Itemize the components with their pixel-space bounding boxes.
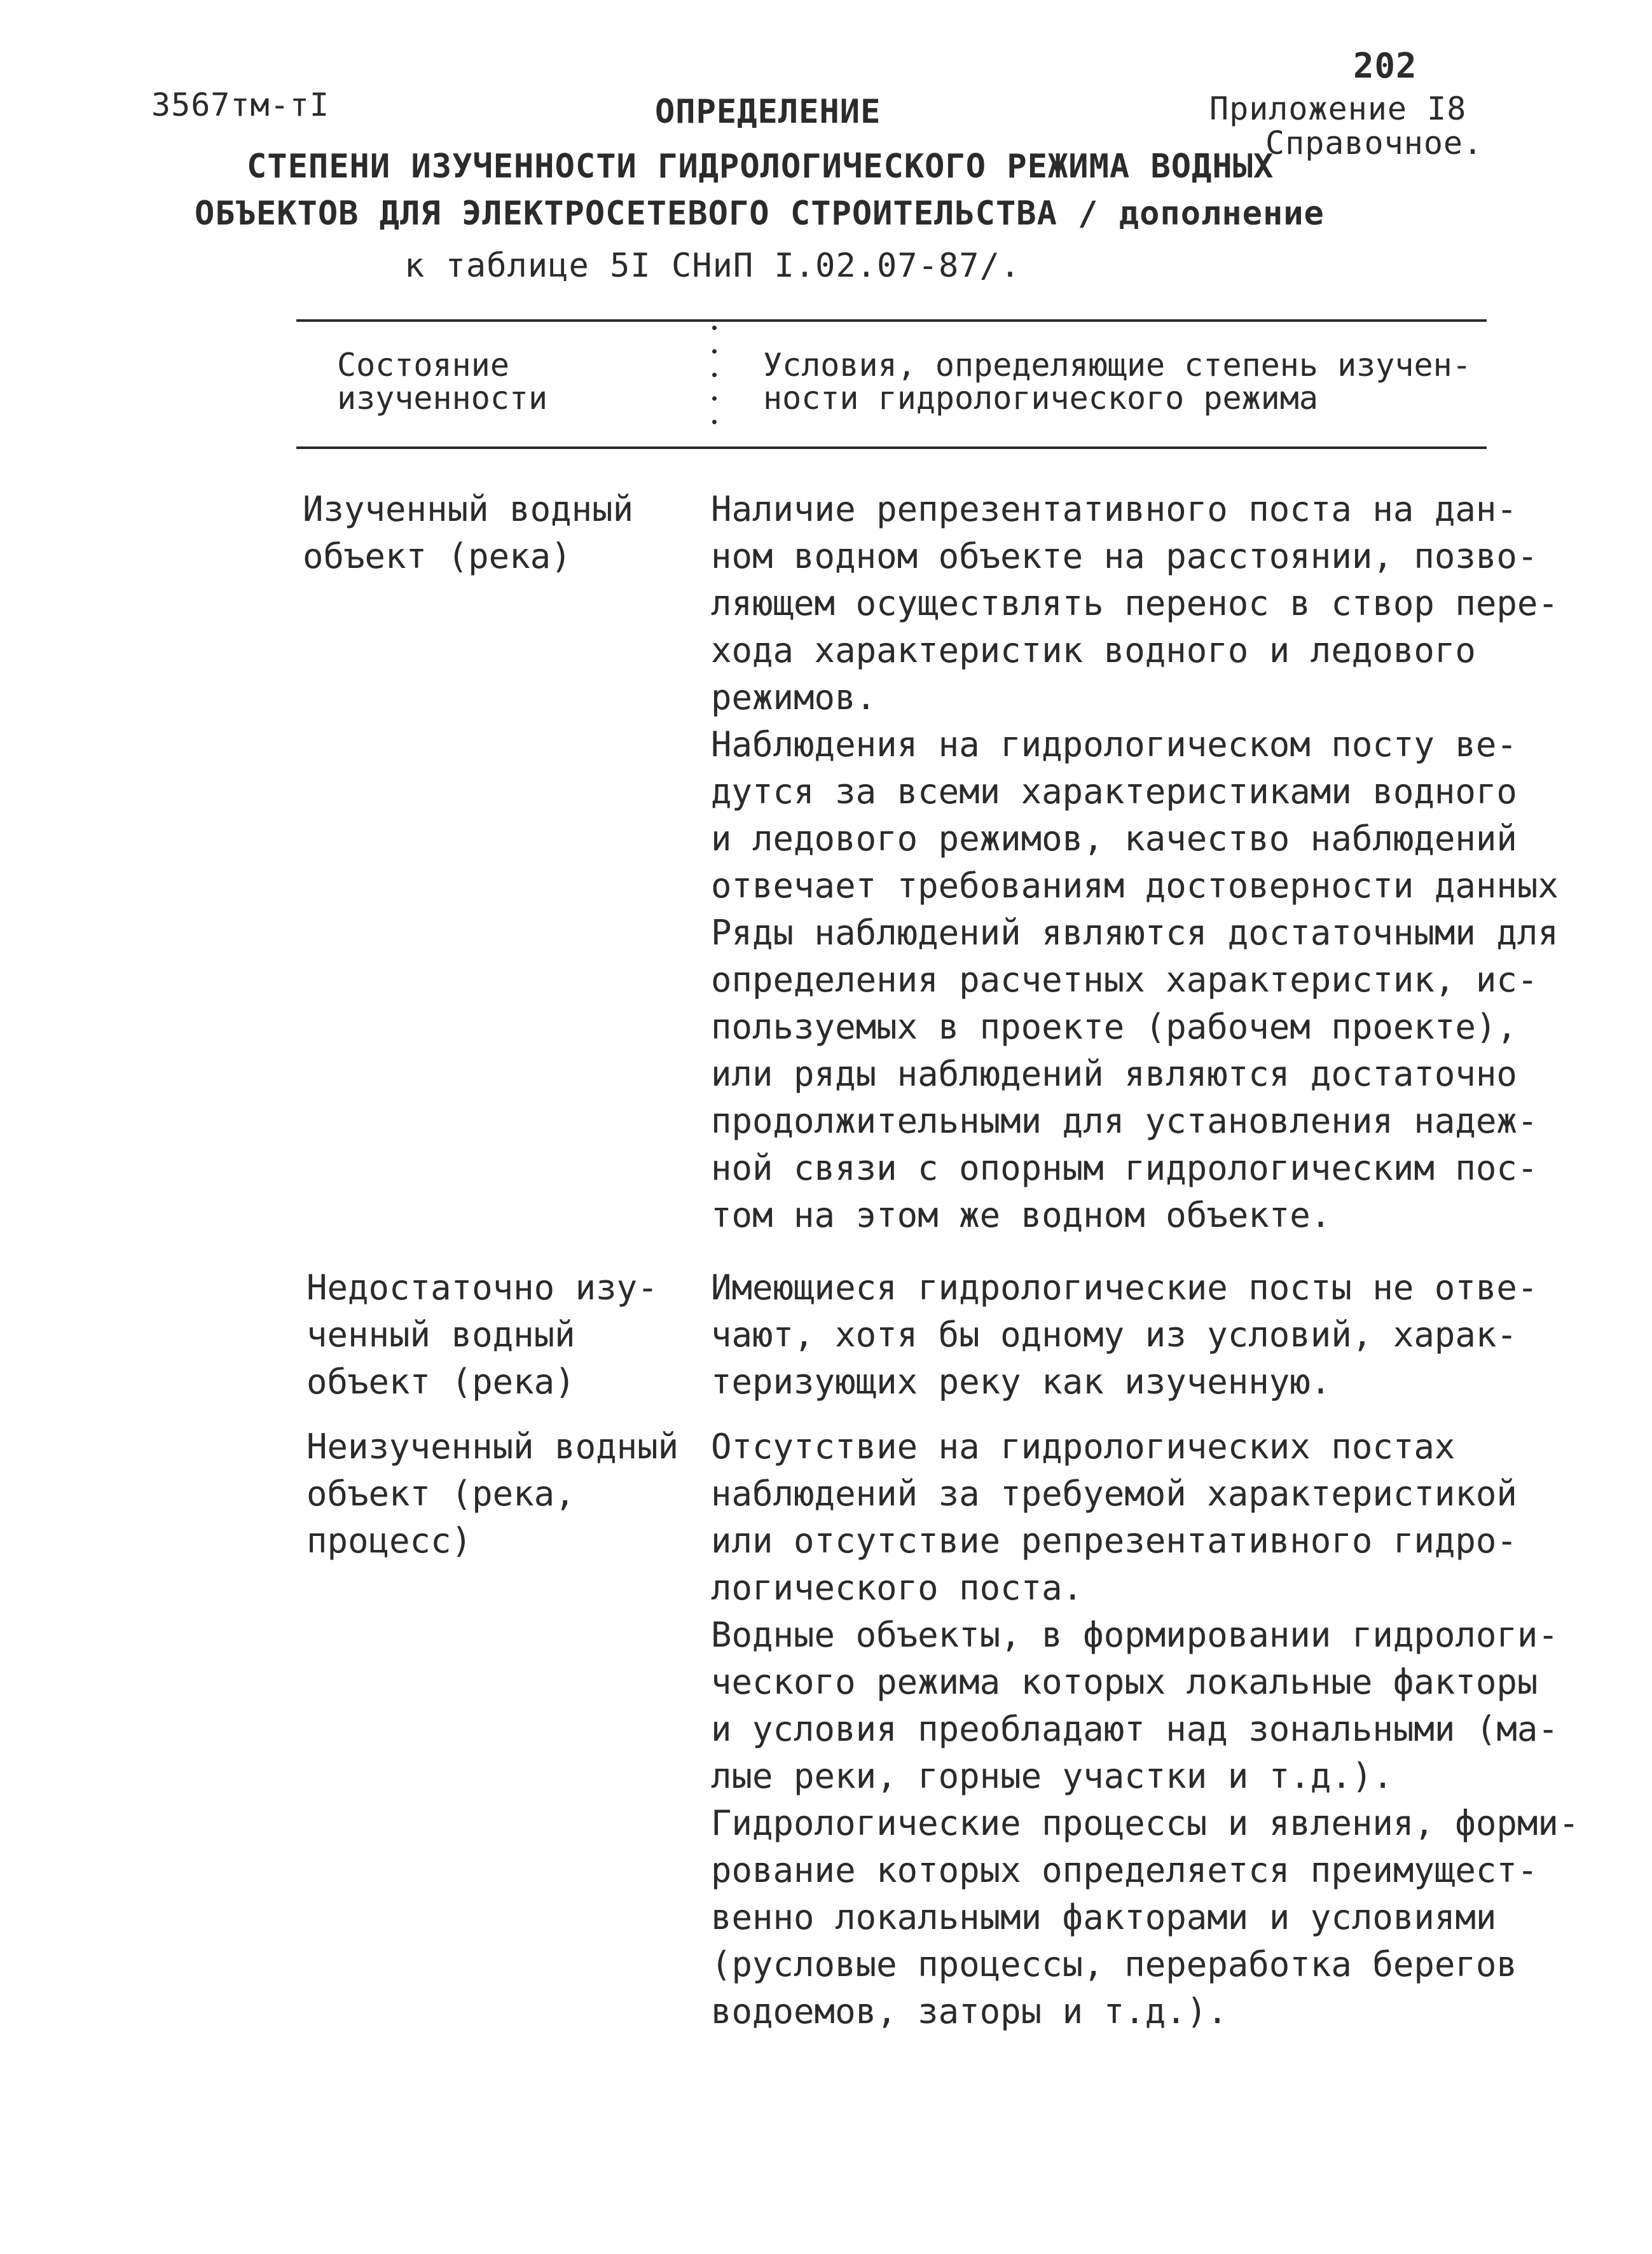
row-3-condition-line: наблюдений за требуемой характеристикой [711,1474,1517,1514]
row-1-condition-line: ной связи с опорным гидрологическим пос- [711,1148,1538,1188]
row-1-condition-line: режимов. [711,677,877,717]
header-state-line-1: Состояние [337,347,509,384]
row-3-condition-line: или отсутствие репрезентативного гидро- [711,1521,1517,1561]
row-1-condition-line: или ряды наблюдений являются достаточно [711,1054,1517,1094]
row-3-state-line: объект (река, [306,1474,575,1514]
row-3-condition-line: (русловые процессы, переработка берегов [711,1944,1517,1984]
row-1-condition-line: и ледового режимов, качество наблюдений [711,819,1517,859]
title-line-3: ОБЪЕКТОВ ДЛЯ ЭЛЕКТРОСЕТЕВОГО СТРОИТЕЛЬСТВА / дополнение [195,195,1325,233]
appendix-label: Приложение I8 [1209,90,1467,127]
row-1-state-line: объект (река) [303,536,572,576]
row-3-state-line: Неизученный водный [306,1427,679,1467]
row-3-condition-line: венно локальными факторами и условиями [711,1897,1497,1937]
row-3-state-line: процесс) [306,1521,472,1561]
row-2-state-line: Недостаточно изу- [306,1268,658,1308]
row-1-condition-line: хода характеристик водного и ледового [711,630,1476,670]
title-line-4: к таблице 5I СНиП I.02.07-87/. [404,247,1021,285]
table-header-bottom-rule [296,446,1487,449]
document-code: 3567тм-тI [151,86,329,123]
title-line-2: СТЕПЕНИ ИЗУЧЕННОСТИ ГИДРОЛОГИЧЕСКОГО РЕЖИМА ВОДНЫХ [247,148,1274,186]
row-3-state [306,1423,678,1565]
page-number: 202 [1353,46,1417,86]
row-2-condition-line: Имеющиеся гидрологические посты не отве- [711,1268,1538,1308]
row-3-condition-line: водоемов, заторы и т.д.). [711,1991,1228,2031]
row-1-condition-line: определения расчетных характеристик, ис- [711,960,1538,1000]
row-3-condition-line: ческого режима которых локальные факторы [711,1662,1538,1702]
table-top-rule [296,319,1487,322]
header-conditions-line-1: Условия, определяющие степень изучен- [763,347,1471,384]
row-1-condition-line: Наблюдения на гидрологическом посту ве- [711,724,1517,764]
row-3-condition-line: логического поста. [711,1568,1084,1608]
row-3-condition-line: Отсутствие на гидрологических постах [711,1427,1456,1467]
row-2-conditions [711,1264,1538,1406]
row-1-state [303,486,633,580]
row-1-condition-line: том на этом же водном объекте. [711,1195,1332,1235]
row-1-condition-line: Наличие репрезентативного поста на дан- [711,489,1517,529]
title-line-1: ОПРЕДЕЛЕНИЕ [655,93,881,131]
row-2-condition-line: чают, хотя бы одному из условий, харак- [711,1315,1517,1355]
header-conditions-line-2: ности гидрологического режима [763,380,1318,417]
row-2-state-line: объект (река) [306,1362,575,1402]
row-1-condition-line: ном водном объекте на расстоянии, позво- [711,536,1538,576]
row-1-condition-line: дутся за всеми характеристиками водного [711,771,1517,812]
appendix-note: Справочное. [1265,125,1483,162]
row-2-state [306,1264,658,1406]
row-1-condition-line: продолжительными для установления надеж- [711,1101,1538,1141]
row-3-condition-line: Водные объекты, в формировании гидрологи- [711,1615,1559,1655]
row-3-condition-line: Гидрологические процессы и явления, форми- [711,1803,1580,1843]
header-state [337,349,547,415]
row-1-condition-line: Ряды наблюдений являются достаточными для [711,913,1559,953]
row-1-condition-line: пользуемых в проекте (рабочем проекте), [711,1007,1517,1047]
row-1-conditions [711,486,1559,1239]
header-column-divider [712,326,717,443]
header-conditions [763,349,1471,415]
row-2-state-line: ченный водный [306,1315,575,1355]
row-1-condition-line: ляющем осуществлять перенос в створ пере- [711,583,1559,623]
row-3-condition-line: рование которых определяется преимущест- [711,1850,1538,1890]
row-3-condition-line: и условия преобладают над зональными (ма- [711,1709,1559,1749]
row-2-condition-line: теризующих реку как изученную. [711,1362,1332,1402]
row-3-conditions [711,1423,1579,2035]
row-3-condition-line: лые реки, горные участки и т.д.). [711,1756,1393,1796]
header-state-line-2: изученности [337,380,548,417]
row-1-condition-line: отвечает требованиям достоверности данных [711,866,1559,906]
row-1-state-line: Изученный водный [303,489,634,529]
